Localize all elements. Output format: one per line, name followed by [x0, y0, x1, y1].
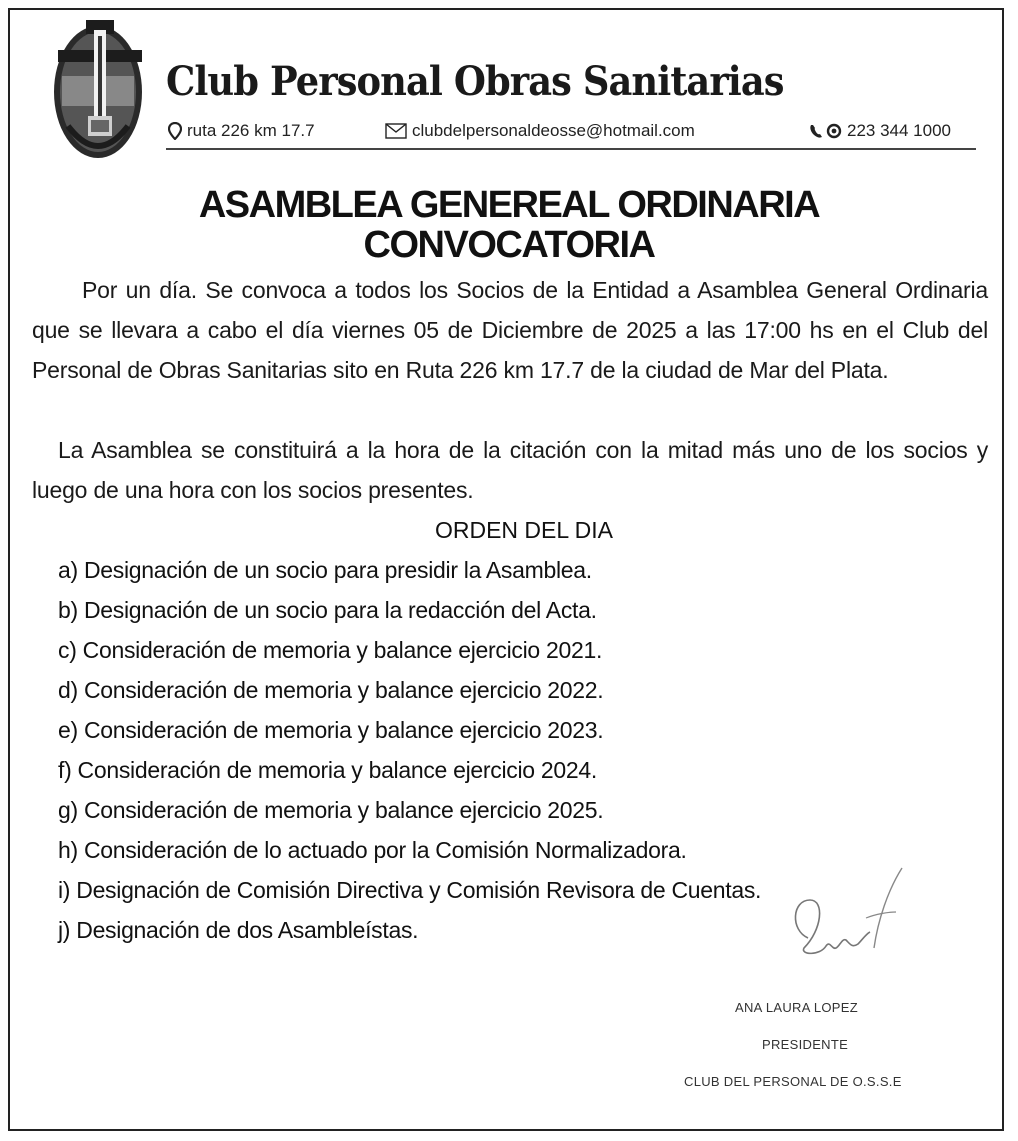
paragraph-convocation: Por un día. Se convoca a todos los Socios de la Entidad a Asamblea General Ordinaria que se llevara a cabo el día viernes 05 de Diciembre de 2025 a las 17:00 hs en el Club del Personal de Obras Sanitarias sito en Ruta 226 km 17.7 de la ciudad de Mar del Plata.	[32, 277, 988, 383]
agenda-item: i) Designación de Comisión Directiva y Comisión Revisora de Cuentas.	[58, 877, 762, 903]
signer-role: PRESIDENTE	[762, 1037, 849, 1052]
location-pin-icon	[168, 122, 182, 140]
agenda-item: j) Designación de dos Asambleístas.	[58, 917, 419, 943]
contact-email	[385, 121, 695, 141]
agenda-list	[58, 550, 761, 950]
notice-subtitle: CONVOCATORIA	[363, 224, 655, 266]
org-name: Club Personal Obras Sanitarias	[166, 58, 784, 105]
phone-text: 223 344 1000	[847, 121, 951, 140]
agenda-item: g) Consideración de memoria y balance ejercicio 2025.	[58, 797, 604, 823]
paragraph-quorum: La Asamblea se constituirá a la hora de la citación con la mitad más uno de los socios y luego de una hora con los socios presentes.	[32, 437, 988, 503]
agenda-item: f) Consideración de memoria y balance ejercicio 2024.	[58, 757, 597, 783]
phone-icon	[808, 123, 842, 139]
agenda-item: h) Consideración de lo actuado por la Comisión Normalizadora.	[58, 837, 687, 863]
signer-organization: CLUB DEL PERSONAL DE O.S.S.E	[684, 1074, 902, 1089]
header-divider	[166, 148, 976, 150]
agenda-item: c) Consideración de memoria y balance ejercicio 2021.	[58, 637, 603, 663]
agenda-item: e) Consideración de memoria y balance ejercicio 2023.	[58, 717, 604, 743]
contact-phone	[808, 121, 951, 141]
handwritten-signature	[770, 860, 910, 980]
contact-address	[168, 121, 315, 141]
envelope-icon	[385, 123, 407, 139]
agenda-item: d) Consideración de memoria y balance ejercicio 2022.	[58, 677, 604, 703]
email-text: clubdelpersonaldeosse@hotmail.com	[412, 121, 695, 140]
club-logo	[48, 16, 158, 164]
address-text: ruta 226 km 17.7	[187, 121, 315, 140]
agenda-item: b) Designación de un socio para la redacción del Acta.	[58, 597, 597, 623]
signer-name: ANA LAURA LOPEZ	[735, 1000, 858, 1015]
agenda-item: a) Designación de un socio para presidir la Asamblea.	[58, 557, 592, 583]
agenda-title: ORDEN DEL DIA	[434, 517, 614, 543]
notice-title: ASAMBLEA GENEREAL ORDINARIA	[198, 184, 820, 226]
